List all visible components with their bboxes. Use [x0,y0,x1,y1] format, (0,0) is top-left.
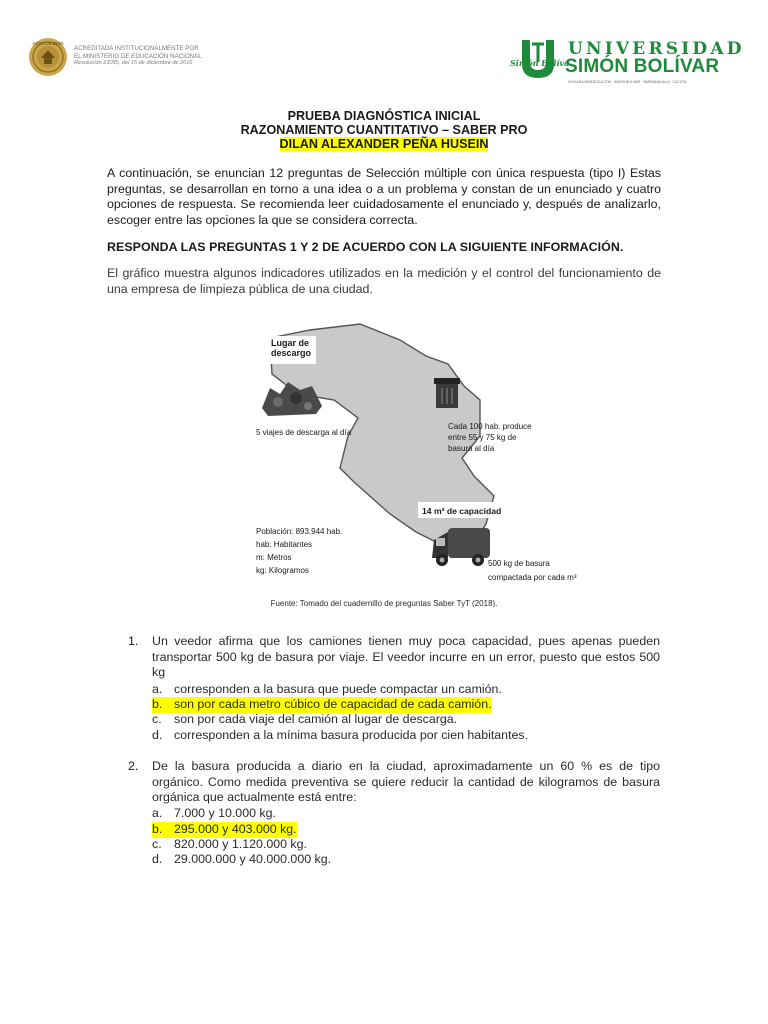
option-text: son por cada metro cúbico de capacidad de cada camión. [174,697,492,711]
accreditation-line-2: EL MINISTERIO DE EDUCACIÓN NACIONAL [74,52,202,60]
compaction-line-2: compactada por cada m³ [488,573,577,582]
discharge-place-label [271,338,311,358]
question-1-option-d[interactable] [152,728,528,744]
option-letter: b. [152,697,163,711]
accreditation-line-1: ACREDITADA INSTITUCIONALMENTE POR [74,45,199,52]
legend-population: Población: 893.944 hab. [256,527,343,536]
question-2-text: De la basura producida a diario en la ciudad, aproximadamente un 60 % es de tipo orgánico. Como medida preventiva se quiere reducir la cantidad de kilogramos de basura orgánica que actualmente está entre: [152,759,660,804]
trash-can-icon [434,378,460,408]
option-letter: c. [152,837,162,851]
question-1-option-a[interactable] [152,682,502,698]
legend-m: m: Metros [256,553,292,562]
option-text: 7.000 y 10.000 kg. [174,806,276,820]
university-name-line-2: SIMÓN BOLÍVAR [565,56,720,77]
waste-per-100-label [448,421,532,454]
per-100-line-1: Cada 100 hab. produce [448,422,532,431]
test-title: PRUEBA DIAGNÓSTICA INICIAL [287,109,481,123]
per-100-line-2: entre 55 y 75 kg de [448,433,517,442]
question-2-option-c[interactable] [152,837,307,853]
compaction-label [488,557,577,585]
accreditation-text [74,45,224,68]
legend-kg: kg: Kilogramos [256,566,309,575]
compaction-line-1: 500 kg de basura [488,559,550,568]
city-waste-diagram [250,318,577,600]
discharge-label-line-2: descargo [271,348,312,358]
figure-legend [256,525,342,577]
question-2-option-a[interactable] [152,806,276,822]
question-1-option-b[interactable] [152,697,492,713]
student-name-line [0,137,768,152]
option-letter: a. [152,682,163,696]
question-2-number: 2. [128,759,139,773]
question-1-text: Un veedor afirma que los camiones tienen muy poca capacidad, pues apenas pueden transportar 500 kg de basura por viaje. El veedor incurre en un error, puesto que estos 500 kg [152,634,660,679]
option-letter: b. [152,822,163,836]
logo-signature: Simón Bolívar [510,58,568,68]
truck-capacity-label: 14 m³ de capacidad [422,506,502,516]
option-text: corresponden a la mínima basura producida por cien habitantes. [174,728,529,742]
instruction-heading: RESPONDA LAS PREGUNTAS 1 Y 2 DE ACUERDO CON LA SIGUIENTE INFORMACIÓN. [107,240,624,254]
student-name: DILAN ALEXANDER PEÑA HUSEIN [279,137,489,151]
option-letter: a. [152,806,163,820]
figure-source: Fuente: Tomado del cuadernillo de preguntas Saber TyT (2018). [270,599,498,608]
seal-text: ALTA CALIDAD [32,41,64,46]
option-text: corresponden a la basura que puede compactar un camión. [174,682,502,696]
legend-hab: hab: Habitantes [256,540,313,549]
question-2-option-b[interactable] [152,822,297,838]
option-text: 29.000.000 y 40.000.000 kg. [174,852,332,866]
accreditation-seal [28,36,68,78]
option-letter: c. [152,712,162,726]
university-tagline: VIGILADA MINEDUCACIÓN · SIMÓN BOLÍVAR · BARRANQUILLA · CÚCUTA [568,80,687,84]
option-letter: d. [152,728,163,742]
accreditation-resolution: Resolución 23095, del 15 de diciembre de 2016 [74,60,193,67]
question-2-option-d[interactable] [152,852,331,868]
context-paragraph: El gráfico muestra algunos indicadores utilizados en la medición y el control del funcionamiento de una empresa de limpieza pública de una ciudad. [107,266,661,296]
test-subtitle: RAZONAMIENTO CUANTITATIVO – SABER PRO [240,123,528,137]
daily-trips-label: 5 viajes de descarga al día [256,428,352,437]
option-text: 295.000 y 403.000 kg. [174,822,297,836]
intro-paragraph: A continuación, se enuncian 12 preguntas de Selección múltiple con única respuesta (tipo I) Estas preguntas, se desarrollan en torno a una idea o a un problema y constan de un enunciado y cuatro opciones de respuesta. Se recomienda leer cuidadosamente el enunciado y, después de analizarlo, escoger entre las opciones la que se considera correcta. [107,166,661,227]
university-name-line-1: UNIVERSIDAD [568,39,745,59]
discharge-label-line-1: Lugar de [271,338,310,348]
option-text: 820.000 y 1.120.000 kg. [174,837,307,851]
option-letter: d. [152,852,163,866]
option-text: son por cada viaje del camión al lugar de descarga. [174,712,458,726]
question-1-option-c[interactable] [152,712,457,728]
question-1-number: 1. [128,634,139,648]
per-100-line-3: basura al día [448,444,495,453]
